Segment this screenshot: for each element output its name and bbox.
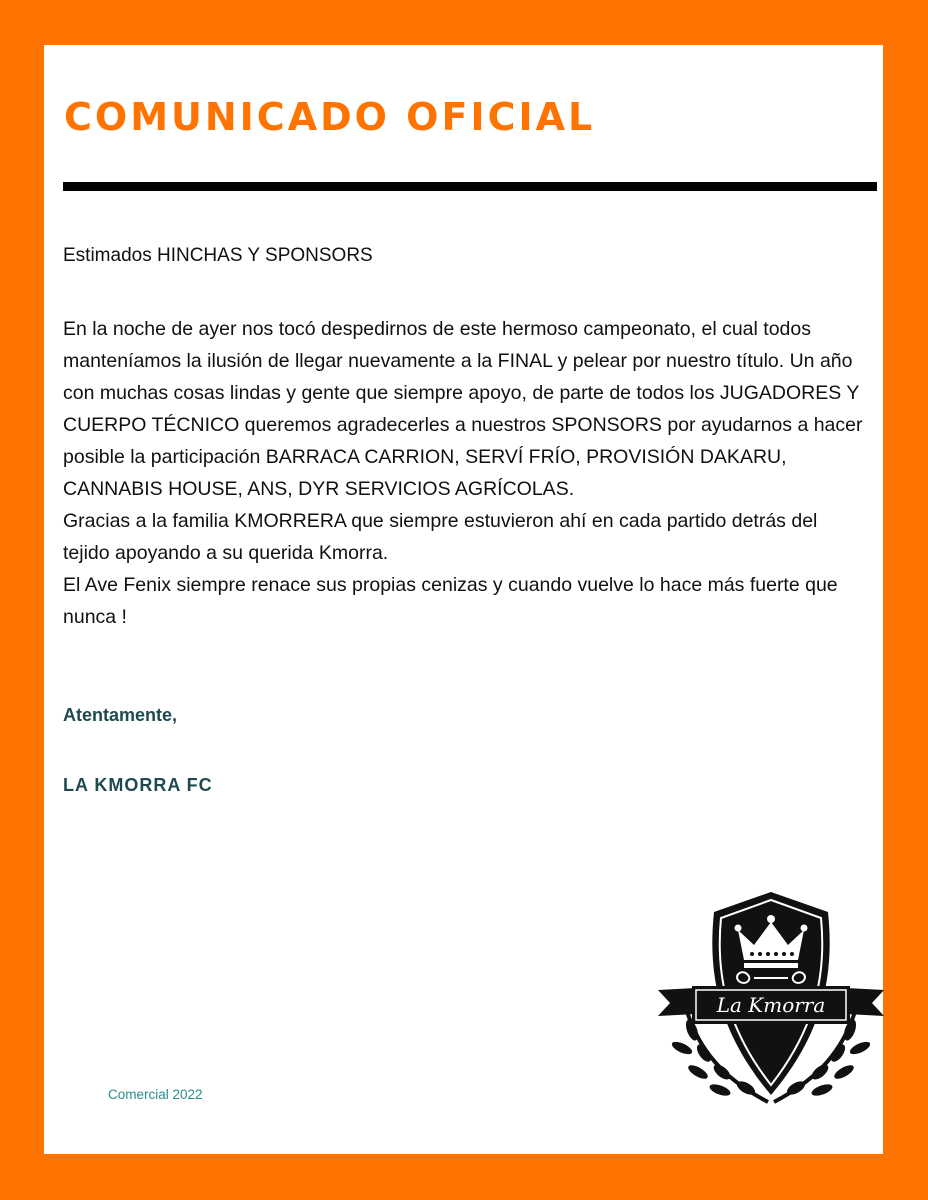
signature: LA KMORRA FC [63,775,213,795]
document-page [44,45,883,1154]
body-paragraph: En la noche de ayer nos tocó despedirnos de este hermoso campeonato, el cual todos manteníamos la ilusión de llegar nuevamente a la FINAL y pelear por nuestro título. Un año con muchas cosas lindas y gente que siempre apoyo, de parte de todos los JUGADORES Y CUERPO TÉCNICO queremos agradecerles a nuestros SPONSORS por ayudarnos a hacer posible la participación BARRACA CARRION, SERVÍ FRÍO, PROVISIÓN DAKARU, CANNABIS HOUSE, ANS, DYR SERVICIOS AGRÍCOLAS. [63,318,863,500]
salutation: Estimados HINCHAS Y SPONSORS [63,245,373,266]
crest-banner-text: La Kmorra [716,993,826,1017]
body-paragraph: El Ave Fenix siempre renace sus propias cenizas y cuando vuelve lo hace más fuerte que nunca ! [63,574,838,628]
footer-text: Comercial 2022 [108,1087,203,1102]
body-text [63,313,863,633]
title-divider [63,182,877,191]
crown-shield-crest-icon [656,890,886,1105]
closing: Atentamente, [63,705,178,725]
page-title: COMUNICADO OFICIAL [64,95,596,139]
body-paragraph: Gracias a la familia KMORRERA que siempre estuvieron ahí en cada partido detrás del tejido apoyando a su querida Kmorra. [63,510,818,564]
